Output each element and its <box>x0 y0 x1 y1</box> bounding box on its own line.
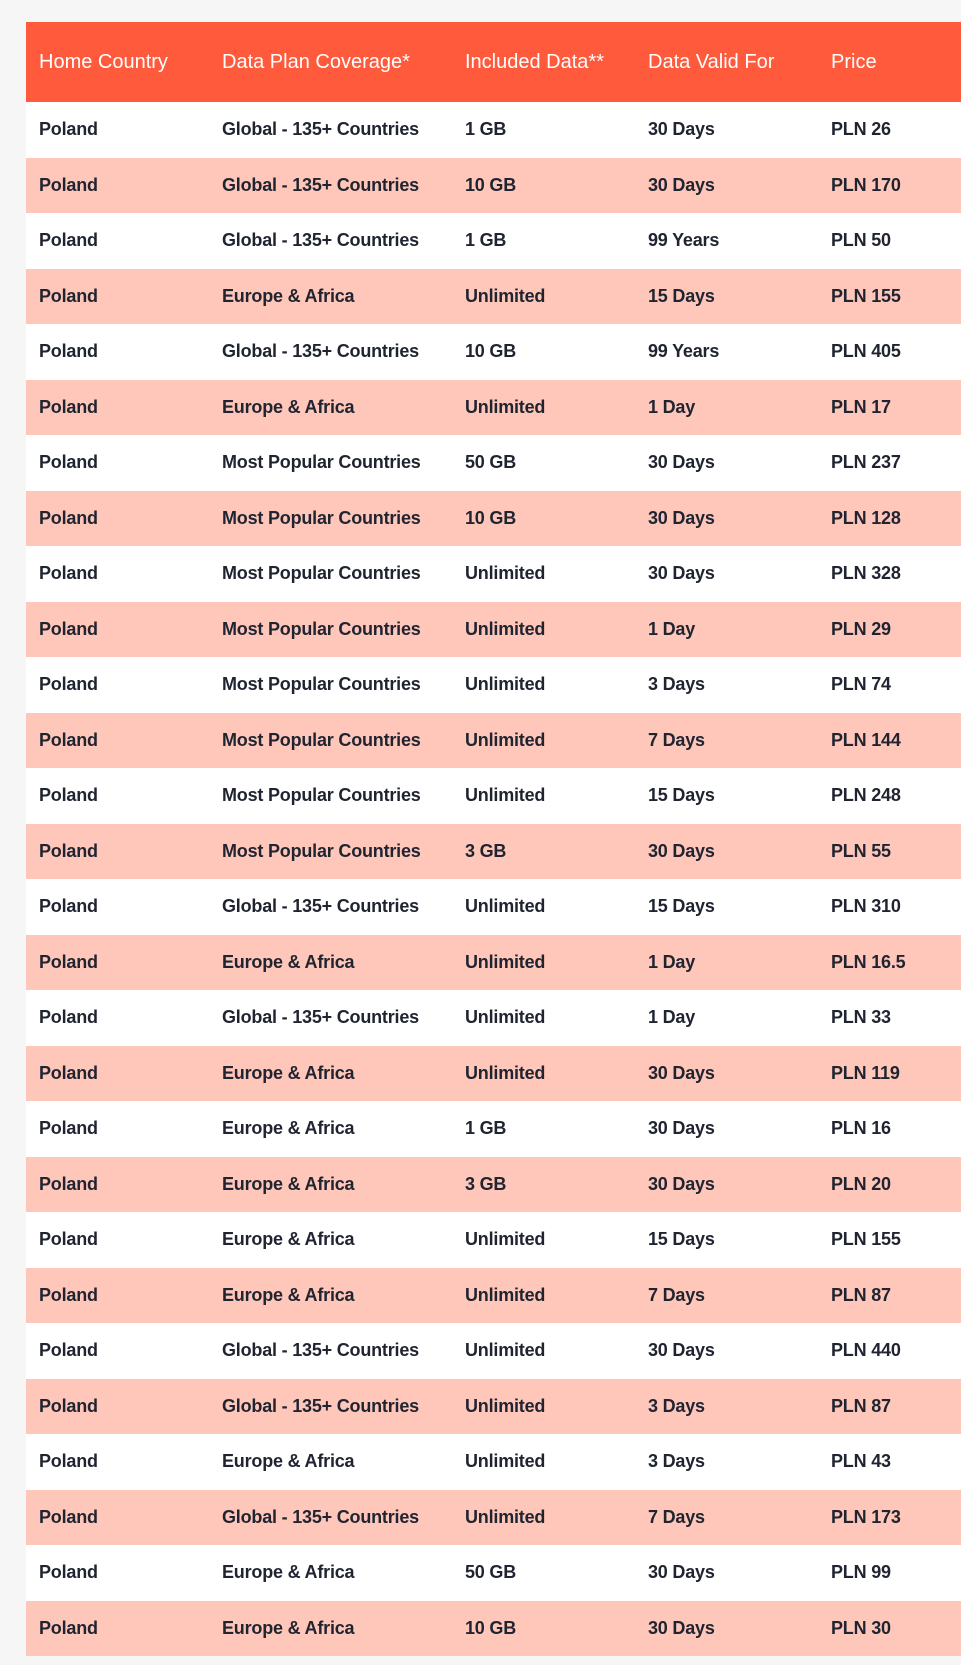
validity-cell: 7 Days <box>635 1268 818 1324</box>
table-row <box>26 602 961 658</box>
table-row <box>26 713 961 769</box>
home-country-cell: Poland <box>26 102 209 158</box>
coverage-cell: Europe & Africa <box>209 1212 452 1268</box>
price-cell: PLN 328 <box>818 546 961 602</box>
price-cell: PLN 99 <box>818 1545 961 1601</box>
home-country-cell: Poland <box>26 158 209 214</box>
included-data-cell: Unlimited <box>452 1212 635 1268</box>
table-row <box>26 657 961 713</box>
included-data-cell: 10 GB <box>452 491 635 547</box>
validity-cell: 30 Days <box>635 102 818 158</box>
coverage-cell: Most Popular Countries <box>209 768 452 824</box>
included-data-cell: Unlimited <box>452 768 635 824</box>
home-country-cell: Poland <box>26 1379 209 1435</box>
included-data-cell: 1 GB <box>452 1101 635 1157</box>
price-cell: PLN 237 <box>818 435 961 491</box>
table-row <box>26 546 961 602</box>
included-data-cell: Unlimited <box>452 713 635 769</box>
home-country-cell: Poland <box>26 824 209 880</box>
header-home-country[interactable]: Home Country <box>26 22 209 102</box>
table-row <box>26 824 961 880</box>
home-country-cell: Poland <box>26 1434 209 1490</box>
included-data-cell: Unlimited <box>452 269 635 325</box>
included-data-cell: 3 GB <box>452 824 635 880</box>
included-data-cell: 50 GB <box>452 1545 635 1601</box>
table-row <box>26 990 961 1046</box>
table-row <box>26 1490 961 1546</box>
price-cell: PLN 55 <box>818 824 961 880</box>
home-country-cell: Poland <box>26 491 209 547</box>
included-data-cell: Unlimited <box>452 1379 635 1435</box>
coverage-cell: Most Popular Countries <box>209 491 452 547</box>
table-row <box>26 1268 961 1324</box>
table-row <box>26 768 961 824</box>
home-country-cell: Poland <box>26 1212 209 1268</box>
table-row <box>26 158 961 214</box>
validity-cell: 30 Days <box>635 1323 818 1379</box>
coverage-cell: Europe & Africa <box>209 1101 452 1157</box>
coverage-cell: Europe & Africa <box>209 1157 452 1213</box>
home-country-cell: Poland <box>26 1490 209 1546</box>
table-row <box>26 269 961 325</box>
table-row <box>26 1323 961 1379</box>
coverage-cell: Most Popular Countries <box>209 602 452 658</box>
price-cell: PLN 440 <box>818 1323 961 1379</box>
validity-cell: 15 Days <box>635 1212 818 1268</box>
validity-cell: 30 Days <box>635 491 818 547</box>
validity-cell: 30 Days <box>635 1046 818 1102</box>
data-plans-table <box>26 22 961 1656</box>
coverage-cell: Europe & Africa <box>209 1601 452 1657</box>
validity-cell: 99 Years <box>635 213 818 269</box>
header-row <box>26 22 961 102</box>
validity-cell: 15 Days <box>635 269 818 325</box>
coverage-cell: Europe & Africa <box>209 269 452 325</box>
coverage-cell: Global - 135+ Countries <box>209 213 452 269</box>
header-included-data[interactable]: Included Data** <box>452 22 635 102</box>
coverage-cell: Most Popular Countries <box>209 435 452 491</box>
price-cell: PLN 43 <box>818 1434 961 1490</box>
table-row <box>26 380 961 436</box>
validity-cell: 30 Days <box>635 158 818 214</box>
validity-cell: 3 Days <box>635 1434 818 1490</box>
home-country-cell: Poland <box>26 1545 209 1601</box>
home-country-cell: Poland <box>26 435 209 491</box>
price-cell: PLN 16 <box>818 1101 961 1157</box>
table-header <box>26 22 961 102</box>
included-data-cell: 50 GB <box>452 435 635 491</box>
included-data-cell: 10 GB <box>452 158 635 214</box>
price-cell: PLN 405 <box>818 324 961 380</box>
included-data-cell: Unlimited <box>452 1490 635 1546</box>
price-cell: PLN 20 <box>818 1157 961 1213</box>
included-data-cell: Unlimited <box>452 879 635 935</box>
coverage-cell: Europe & Africa <box>209 1046 452 1102</box>
home-country-cell: Poland <box>26 269 209 325</box>
validity-cell: 15 Days <box>635 879 818 935</box>
home-country-cell: Poland <box>26 768 209 824</box>
table-row <box>26 1545 961 1601</box>
home-country-cell: Poland <box>26 546 209 602</box>
included-data-cell: Unlimited <box>452 935 635 991</box>
home-country-cell: Poland <box>26 713 209 769</box>
table-row <box>26 213 961 269</box>
included-data-cell: Unlimited <box>452 1323 635 1379</box>
price-cell: PLN 128 <box>818 491 961 547</box>
coverage-cell: Global - 135+ Countries <box>209 990 452 1046</box>
validity-cell: 30 Days <box>635 1101 818 1157</box>
price-cell: PLN 170 <box>818 158 961 214</box>
price-cell: PLN 119 <box>818 1046 961 1102</box>
validity-cell: 1 Day <box>635 380 818 436</box>
included-data-cell: Unlimited <box>452 380 635 436</box>
validity-cell: 1 Day <box>635 935 818 991</box>
coverage-cell: Most Popular Countries <box>209 657 452 713</box>
validity-cell: 30 Days <box>635 435 818 491</box>
price-cell: PLN 16.5 <box>818 935 961 991</box>
validity-cell: 7 Days <box>635 713 818 769</box>
home-country-cell: Poland <box>26 213 209 269</box>
price-cell: PLN 310 <box>818 879 961 935</box>
included-data-cell: Unlimited <box>452 1046 635 1102</box>
included-data-cell: 10 GB <box>452 1601 635 1657</box>
home-country-cell: Poland <box>26 990 209 1046</box>
price-cell: PLN 87 <box>818 1268 961 1324</box>
price-cell: PLN 50 <box>818 213 961 269</box>
validity-cell: 99 Years <box>635 324 818 380</box>
validity-cell: 30 Days <box>635 1601 818 1657</box>
price-cell: PLN 26 <box>818 102 961 158</box>
price-cell: PLN 87 <box>818 1379 961 1435</box>
coverage-cell: Global - 135+ Countries <box>209 1323 452 1379</box>
home-country-cell: Poland <box>26 324 209 380</box>
included-data-cell: Unlimited <box>452 1434 635 1490</box>
validity-cell: 3 Days <box>635 657 818 713</box>
coverage-cell: Most Popular Countries <box>209 824 452 880</box>
header-data-plan-coverage[interactable]: Data Plan Coverage* <box>209 22 452 102</box>
table-body <box>26 102 961 1656</box>
price-cell: PLN 155 <box>818 269 961 325</box>
home-country-cell: Poland <box>26 1101 209 1157</box>
validity-cell: 1 Day <box>635 990 818 1046</box>
included-data-cell: Unlimited <box>452 990 635 1046</box>
table-row <box>26 935 961 991</box>
home-country-cell: Poland <box>26 1046 209 1102</box>
validity-cell: 30 Days <box>635 1545 818 1601</box>
price-cell: PLN 173 <box>818 1490 961 1546</box>
home-country-cell: Poland <box>26 1157 209 1213</box>
home-country-cell: Poland <box>26 602 209 658</box>
table-row <box>26 1212 961 1268</box>
validity-cell: 3 Days <box>635 1379 818 1435</box>
included-data-cell: 10 GB <box>452 324 635 380</box>
table-row <box>26 1601 961 1657</box>
coverage-cell: Global - 135+ Countries <box>209 102 452 158</box>
included-data-cell: 3 GB <box>452 1157 635 1213</box>
coverage-cell: Most Popular Countries <box>209 546 452 602</box>
home-country-cell: Poland <box>26 935 209 991</box>
included-data-cell: 1 GB <box>452 102 635 158</box>
header-price[interactable]: Price <box>818 22 961 102</box>
validity-cell: 1 Day <box>635 602 818 658</box>
coverage-cell: Europe & Africa <box>209 1268 452 1324</box>
home-country-cell: Poland <box>26 657 209 713</box>
included-data-cell: Unlimited <box>452 546 635 602</box>
home-country-cell: Poland <box>26 879 209 935</box>
validity-cell: 30 Days <box>635 1157 818 1213</box>
home-country-cell: Poland <box>26 1601 209 1657</box>
table-row <box>26 491 961 547</box>
price-cell: PLN 30 <box>818 1601 961 1657</box>
coverage-cell: Europe & Africa <box>209 935 452 991</box>
included-data-cell: Unlimited <box>452 602 635 658</box>
validity-cell: 15 Days <box>635 768 818 824</box>
price-cell: PLN 74 <box>818 657 961 713</box>
validity-cell: 30 Days <box>635 546 818 602</box>
included-data-cell: 1 GB <box>452 213 635 269</box>
validity-cell: 7 Days <box>635 1490 818 1546</box>
coverage-cell: Global - 135+ Countries <box>209 1490 452 1546</box>
table-row <box>26 1046 961 1102</box>
coverage-cell: Europe & Africa <box>209 380 452 436</box>
table-row <box>26 879 961 935</box>
price-cell: PLN 29 <box>818 602 961 658</box>
table-row <box>26 1101 961 1157</box>
table-row <box>26 435 961 491</box>
home-country-cell: Poland <box>26 380 209 436</box>
coverage-cell: Global - 135+ Countries <box>209 158 452 214</box>
coverage-cell: Global - 135+ Countries <box>209 879 452 935</box>
header-data-valid-for[interactable]: Data Valid For <box>635 22 818 102</box>
table-row <box>26 1434 961 1490</box>
table-row <box>26 1379 961 1435</box>
table-row <box>26 1157 961 1213</box>
coverage-cell: Most Popular Countries <box>209 713 452 769</box>
table-row <box>26 324 961 380</box>
home-country-cell: Poland <box>26 1268 209 1324</box>
coverage-cell: Global - 135+ Countries <box>209 1379 452 1435</box>
table-row <box>26 102 961 158</box>
price-cell: PLN 248 <box>818 768 961 824</box>
included-data-cell: Unlimited <box>452 1268 635 1324</box>
price-cell: PLN 144 <box>818 713 961 769</box>
coverage-cell: Global - 135+ Countries <box>209 324 452 380</box>
price-cell: PLN 17 <box>818 380 961 436</box>
validity-cell: 30 Days <box>635 824 818 880</box>
coverage-cell: Europe & Africa <box>209 1545 452 1601</box>
price-cell: PLN 155 <box>818 1212 961 1268</box>
price-cell: PLN 33 <box>818 990 961 1046</box>
home-country-cell: Poland <box>26 1323 209 1379</box>
included-data-cell: Unlimited <box>452 657 635 713</box>
coverage-cell: Europe & Africa <box>209 1434 452 1490</box>
